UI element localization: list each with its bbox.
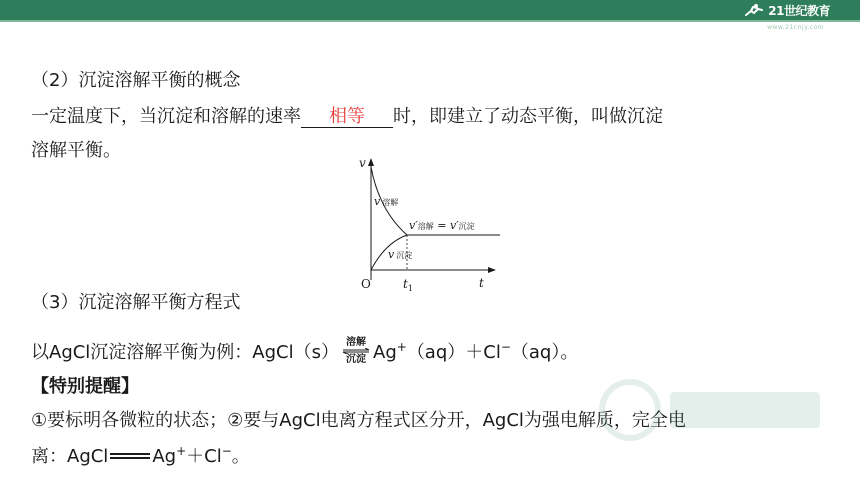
watermark-logo [590,370,830,450]
definition-text-after: 时，即建立了动态平衡，叫做沉淀 [393,106,663,127]
x-axis-arrow [488,267,496,273]
y-axis-label: v [359,156,366,170]
equation-ag-charge: + [396,340,407,354]
ionization-cl: ＋Cl [186,446,222,467]
precipitate-curve-label: v 沉淀 [388,248,413,261]
equation-middle: （aq）＋Cl [406,342,501,363]
t1-label: $t_1$ [403,277,413,293]
runner-icon [742,3,764,17]
section-3-title: （3）沉淀溶解平衡方程式 [31,292,241,313]
equation-end: （aq）。 [510,342,579,363]
definition-line-1 [31,102,663,128]
definition-text-before: 一定温度下，当沉淀和溶解的速率 [31,106,301,127]
equation-cl-charge: − [500,340,511,354]
dissolve-curve-label: v 溶解 [374,195,399,208]
top-banner-stripe [0,20,860,22]
top-banner [0,0,860,20]
ionization-ag: Ag [152,446,177,467]
equation-line [31,338,578,367]
reversible-arrow [342,337,370,365]
ionization-cl-charge: − [221,444,232,458]
section-2-title: （2）沉淀溶解平衡的概念 [31,70,241,91]
ionization-end: 。 [231,446,250,467]
arrow-top-label: 溶解 [346,337,366,348]
tip-title: 【特别提醒】 [31,376,139,397]
y-axis-arrow [368,158,374,166]
double-line-equals [110,453,150,459]
brand-logo [742,2,830,18]
logo-subtext: www.21cnjy.com [767,24,824,31]
ionization-prefix: 离：AgCl [31,446,109,467]
definition-line-2: 溶解平衡。 [31,140,121,161]
answer-blank: 相等 [301,107,393,128]
ionization-ag-charge: + [176,444,187,458]
origin-label: O [361,277,371,291]
tip-line-2 [31,442,250,468]
x-axis-label: t [479,276,484,290]
logo-text: 21世纪教育 [768,3,830,18]
arrow-bottom-label: 沉淀 [346,354,366,365]
equation-prefix: 以AgCl沉淀溶解平衡为例：AgCl（s） [31,342,339,363]
equilibrium-label: v′溶解 = v′沉淀 [409,219,475,232]
equation-ag: Ag [373,342,397,363]
rate-time-graph [355,155,505,295]
tip-line-1: ①要标明各微粒的状态；②要与AgCl电离方程式区分开，AgCl为强电解质，完全电 [31,410,686,431]
